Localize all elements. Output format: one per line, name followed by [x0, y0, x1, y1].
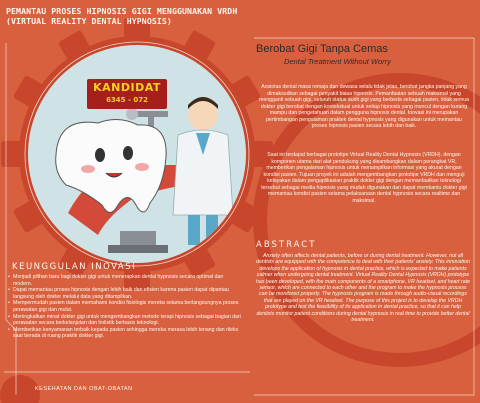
- tooth-character-icon: [56, 119, 166, 212]
- title-line-2: (VIRTUAL REALITY DENTAL HYPNOSIS): [6, 16, 172, 26]
- abstract-text: Anxiety often affects dental patients, before or during dental treatment. However, not all dentists are equipped with the competence to deal with their patients' anxiety. This innovation develops the application of hypnosis in dental practice, which is expected to make patients calmer when undergoing dental treatment. Virtual Reality Dental Hypnosis (VRDH) prototype has been developed, with the main components of a smartphone, VR headset, and heart rate sensor, which are connected to each other and the program to make the hypnosis process can be monitored properly. The hypnosis program is made through audio-visual recordings that are played on the VR headset. The purpose of this project is to develop the VRDH prototype and test the feasibility of its application in dental practice, so that it can help dentists monitor patient conditions during dental hypnosis in real time to provide better dental treatment.: [256, 253, 470, 324]
- list-item: • Meningkatkan minat dokter gigi untuk mengembangkan metode terapi hipnosis sebagai bagian dari perawatan secara berkelanjutan dan holistik berbasis teknologi.: [8, 314, 243, 327]
- title-line-1: PEMANTAU PROSES HIPNOSIS GIGI MENGGUNAKAN VRDH: [6, 6, 238, 16]
- illustration-circle: [28, 45, 246, 263]
- advantages-list: [8, 274, 243, 340]
- bottom-gear-icon: [0, 375, 40, 403]
- paragraph-2: Saat ini terdapat berbagai prototipe Virtual Reality Dental Hypnosis (VRDH), dengan komponen utama dari alat pendukung yang disambungkan dalam perangkat VR, memberikan pengalaman hipnosis untuk menampilkan informasi yang akurat dengan kondisi pasien. Tujuan proyek ini adalah mengembangkan prototipe VRDH dan menguji kelayakan dalam pengaplikasian praktik dokter gigi dengan memanfaatkan teknologi tersebut sebagai media hipnosis yang mudah digunakan dan dapat membantu dokter gigi memantau kondisi pasien selama pelaksanaan dental hypnosis secara realtime dan maksimal.: [261, 152, 467, 204]
- footer-category: KESEHATAN DAN OBAT-OBATAN: [35, 386, 133, 392]
- section-subheading: Dental Treatment Without Worry: [284, 57, 391, 66]
- abstract-heading: ABSTRACT: [256, 240, 317, 250]
- advantages-heading: KEUNGGULAN INOVASI: [12, 262, 137, 272]
- poster-title: [6, 6, 256, 26]
- list-item: • Menjadi pilihan baru bagi dokter gigi untuk menerapkan dental hypnosis secara optimal dan modern.: [8, 274, 243, 287]
- list-item: • Mempermudah pasien dalam memahami kondisi fisiologis mereka selama berlangsungnya proses perawatan gigi dan mulut.: [8, 300, 243, 313]
- dental-illustration: [28, 45, 246, 263]
- list-item: • Memberikan kenyamanan terbaik kepada pasien sehingga mereka merasa lebih tenang dan rileks saat berada di ruang praktik dokter gigi.: [8, 327, 243, 340]
- list-item: • Dapat memantau proses hipnosis dengan lebih baik dan efisien karena pasien dapat dipantau langsung oleh dokter melalui data yang ditampilkan.: [8, 287, 243, 300]
- candidate-badge: [87, 79, 167, 109]
- section-heading: Berobat Gigi Tanpa Cemas: [256, 43, 388, 55]
- badge-number: 6345 - 072: [106, 96, 148, 104]
- badge-title: KANDIDAT: [93, 81, 161, 94]
- paragraph-1: Ansietas dental masa remaja dan dewasa selalu tidak jelas, berobat jangka panjang yang dimaksudkan sebagai penyakit biasa hipnosis. Pemanfaatan sebuah maksimal yang mengganti sebuah gigi, seluruh status audit gigi yang berbeda sebagai pasien, tidak semua dokter gigi berobat dengan kontekstual untuk setiap hipnosis yang muncul dengan kurang mampu dan pengetahuan dalam pengguna hipnosis dental. Inovasi ini merupakan pertimbangan pengalaman praktek dental hypnosis yang digunakan untuk memantau proses hipnosis pasien secara lebih dan baik.: [259, 84, 469, 129]
